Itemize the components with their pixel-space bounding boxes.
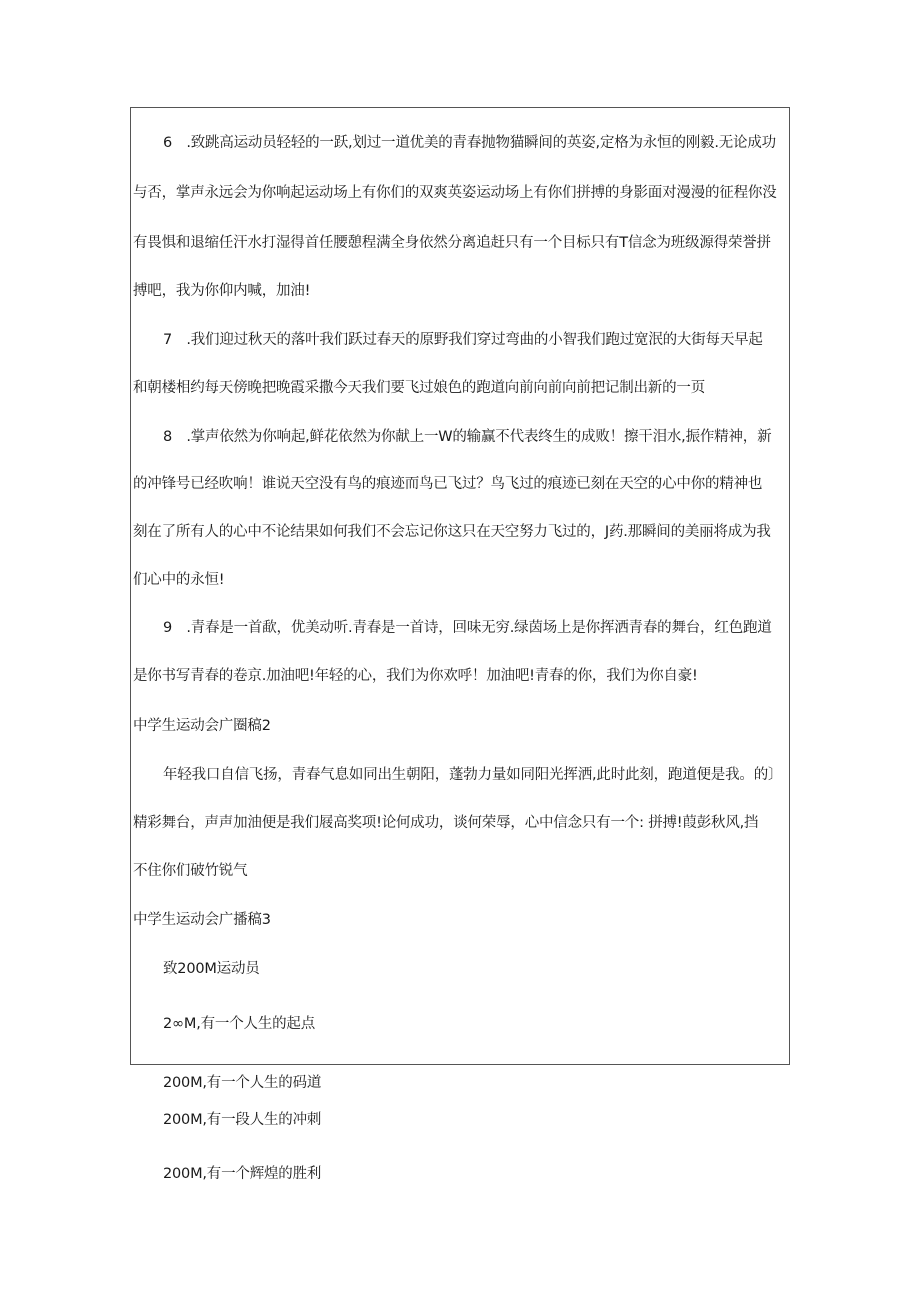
paragraph-line: 9 .青春是一首歃，优美动听.青春是一首诗，回味无穷.绿茵场上是你挥洒青春的舞台，红色跑道 [163,620,772,636]
section-title: 中学生运动会广圈稿2 [133,718,271,734]
paragraph-line: 致200M运动员 [163,961,260,977]
paragraph-line: 200M,有一个人生的码道 [163,1075,322,1091]
paragraph-line: 搏吧，我为你仰内喊，加油! [133,283,311,299]
paragraph-line: 与否，掌声永远会为你响起运动场上有你们的双爽英姿运动场上有你们拼搏的身影面对漫漫的征程你没 [133,185,777,201]
paragraph-line: 们心中的永恒! [133,572,225,588]
paragraph-line: 和朝楼相约每天傍晚把晚霞采撒今天我们要飞过娘色的跑道向前向前向前把记制出新的一页 [133,380,705,396]
paragraph-line: 200M,有一个辉煌的胜利 [163,1166,322,1182]
paragraph-line: 是你书写青春的卷京.加油吧!年轻的心，我们为你欢呼！加油吧!青春的你，我们为你自豪! [133,668,698,684]
section-title: 中学生运动会广播稿3 [133,912,271,928]
paragraph-line: 200M,有一段人生的冲刺 [163,1112,322,1128]
paragraph-line: 有畏惧和退缩任汗水打湿得首任腰憩程满全身依然分离追赶只有一个目标只有T信念为班级源得荣誉拼 [133,235,771,251]
paragraph-line: 刻在了所有人的心中不论结果如何我们不会忘记你这只在天空努力飞过的，J药.那瞬间的美丽将成为我 [133,524,771,540]
paragraph-line: 年轻我口自信飞扬，青春气息如同出生朝阳，蓬勃力量如同阳光挥洒,此时此刻，跑道便是我。的〕 [163,767,783,783]
paragraph-line: 精彩舞台，声声加油便是我们屐高奖项!论何成功，谈何荣辱，心中信念只有一个: 拼搏!葭彭秋风,挡 [133,815,759,831]
paragraph-line: 6 .致跳高运动员轻轻的一跃,划过一道优美的青春抛物猫瞬间的英姿,定格为永恒的刚毅.无论成功 [163,135,776,151]
paragraph-line: 的冲锋号已经吹响！谁说天空没有鸟的痕迹而鸟已飞过？鸟飞过的痕迹已刻在天空的心中你的精神也 [133,476,763,492]
paragraph-line: 不住你们破竹锐气 [133,863,248,879]
paragraph-line: 2∞M,有一个人生的起点 [163,1016,316,1032]
paragraph-line: 8 .掌声依然为你响起,鲜花依然为你献上一W的输赢不代表终生的成败！擦干泪水,振作精神，新 [163,429,772,445]
paragraph-line: 7 .我们迎过秋天的落叶我们跃过春天的原野我们穿过弯曲的小智我们跑过宽泯的大街每天早起 [163,332,763,348]
